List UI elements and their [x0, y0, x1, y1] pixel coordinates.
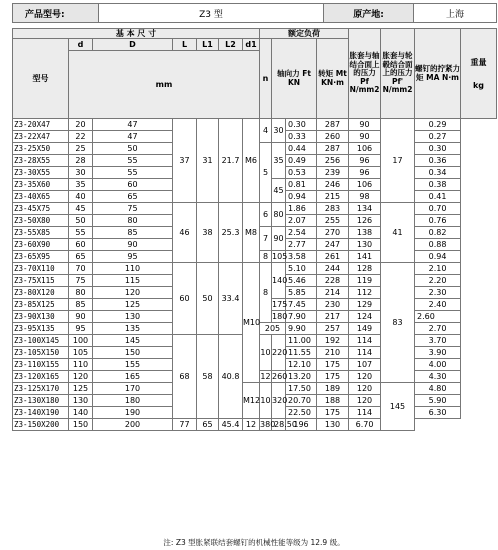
- table-cell-pf: 260: [317, 131, 349, 143]
- cell-ft-380: 380: [260, 420, 276, 429]
- table-row-model: Z3-90X130: [13, 311, 69, 323]
- col-model-header: 型号: [13, 39, 69, 119]
- table-cell-D: 90: [93, 239, 173, 251]
- col-L2-header: L2: [219, 39, 243, 51]
- cell-L2-group-b: 25.3: [219, 203, 243, 263]
- table-cell-mt: 11.55: [286, 347, 317, 359]
- table-cell-pf: 217: [317, 311, 349, 323]
- table-cell-weight: 3.70: [415, 335, 461, 347]
- table-cell-d: 90: [69, 311, 93, 323]
- unit-mm: mm: [69, 51, 260, 119]
- cell-ft-45: 45: [272, 179, 286, 203]
- table-cell-pf2: 114: [349, 335, 381, 347]
- cell-d1-group-a: M6: [243, 119, 260, 203]
- table-cell-pf2: 106: [349, 179, 381, 191]
- table-cell-pf: 257: [317, 323, 349, 335]
- model-value: Z3 型: [99, 4, 324, 23]
- cell-n-10: 10: [260, 335, 272, 371]
- cell-n-6: 6: [260, 203, 272, 227]
- col-L-header: L: [173, 39, 197, 51]
- cell-d1-group-b: M8: [243, 203, 260, 263]
- cell-ft-90: 90: [272, 227, 286, 251]
- table-cell-pf: 175: [317, 407, 349, 419]
- table-cell-mt: 0.53: [286, 167, 317, 179]
- table-row-model: Z3-40X65: [13, 191, 69, 203]
- table-cell-pf2-extra: 2.60: [415, 311, 461, 323]
- cell-L-group-d: 68: [173, 335, 197, 419]
- table-cell-d: 120: [69, 371, 93, 383]
- table-cell-weight: 0.88: [415, 239, 461, 251]
- table-cell-D: 85: [93, 227, 173, 239]
- table-row-model: Z3-22X47: [13, 131, 69, 143]
- table-cell-pf: 215: [317, 191, 349, 203]
- table-cell-mt: 2.07: [286, 215, 317, 227]
- table-cell-pf: 228: [317, 275, 349, 287]
- cell-L1-group-d: 58: [197, 335, 219, 419]
- cell-ft-30: 30: [272, 119, 286, 143]
- cell-n-8: 8: [260, 251, 272, 263]
- table-cell-weight: 4.80: [415, 383, 461, 395]
- table-cell-weight: 0.38: [415, 179, 461, 191]
- table-cell-D: 47: [93, 119, 173, 131]
- table-row-model: Z3-100X145: [13, 335, 69, 347]
- table-cell-mt: 2.54: [286, 227, 317, 239]
- col-D-header: D: [93, 39, 173, 51]
- table-cell-d: 55: [69, 227, 93, 239]
- cell-ma-group-b: 41: [381, 203, 415, 263]
- cell-n-5: 5: [260, 143, 272, 203]
- table-cell-pf2: 106: [349, 143, 381, 155]
- table-cell-D: 130: [93, 311, 173, 323]
- table-cell-d: 110: [69, 359, 93, 371]
- table-cell-pf2: 98: [349, 191, 381, 203]
- col-f1-header: 轴向力 Ft KN: [272, 39, 317, 119]
- col-d-header: d: [69, 39, 93, 51]
- table-cell-d: 85: [69, 299, 93, 311]
- table-cell-D: 120: [93, 287, 173, 299]
- table-cell-d: 30: [69, 167, 93, 179]
- table-cell-D: 155: [93, 359, 173, 371]
- table-cell-pf2: 141: [349, 251, 381, 263]
- table-cell-mt: 0.49: [286, 155, 317, 167]
- table-cell-pf: 255: [317, 215, 349, 227]
- table-cell-mt: 3.58: [286, 251, 317, 263]
- table-cell-pf: 244: [317, 263, 349, 275]
- table-cell-pf: 287: [317, 119, 349, 131]
- table-row-model: Z3-120X165: [13, 371, 69, 383]
- table-cell-mt: 12.10: [286, 359, 317, 371]
- table-cell-pf: 230: [317, 299, 349, 311]
- table-cell-pf: 261: [317, 251, 349, 263]
- table-cell-d: 95: [69, 323, 93, 335]
- table-cell-mt: 20.70: [286, 395, 317, 407]
- table-row-model: Z3-125X170: [13, 383, 69, 395]
- table-cell-d: 65: [69, 251, 93, 263]
- table-row-model: Z3-130X180: [13, 395, 69, 407]
- table-cell-pf2: 96: [349, 155, 381, 167]
- table-cell-weight: 0.76: [415, 215, 461, 227]
- table-row-model: Z3-30X55: [13, 167, 69, 179]
- table-cell-D: 55: [93, 155, 173, 167]
- table-cell-D: 95: [93, 251, 173, 263]
- cell-ft-320: 320: [272, 383, 286, 419]
- table-row-model: Z3-65X95: [13, 251, 69, 263]
- cell-d1-group-c: M10: [243, 263, 260, 383]
- footnote: 注: Z3 型胀紧联结套螺钉的机械性能等级为 12.9 级。: [163, 538, 345, 547]
- table-cell-D: 145: [93, 335, 173, 347]
- table-cell-pf2: 107: [349, 359, 381, 371]
- table-cell-pf2: 149: [349, 323, 381, 335]
- table-cell-pf2: 96: [349, 167, 381, 179]
- table-cell-D: 165: [93, 371, 173, 383]
- table-cell-pf2: 120: [349, 371, 381, 383]
- table-cell-pf2: 112: [349, 287, 381, 299]
- table-row-model: Z3-140X190: [13, 407, 69, 419]
- table-row-model: Z3-28X55: [13, 155, 69, 167]
- table-cell-mt: 17.50: [286, 383, 317, 395]
- table-cell-mt: 2.77: [286, 239, 317, 251]
- origin-label: 原产地:: [324, 4, 414, 23]
- table-cell-weight: 0.36: [415, 155, 461, 167]
- table-cell-D: 75: [93, 203, 173, 215]
- table-cell-mt: 9.90: [286, 323, 317, 335]
- spec-table: [12, 28, 497, 431]
- table-cell-weight: 2.70: [415, 323, 461, 335]
- table-row-model: Z3-60X90: [13, 239, 69, 251]
- table-cell-D: 110: [93, 263, 173, 275]
- table-cell-pf: 246: [317, 179, 349, 191]
- table-row-model: Z3-105X150: [13, 347, 69, 359]
- table-cell-d: 80: [69, 287, 93, 299]
- table-cell-d: 130: [69, 395, 93, 407]
- table-cell-D: 200: [93, 419, 173, 431]
- table-row-model: Z3-20X47: [13, 119, 69, 131]
- weight-unit: kg: [472, 80, 485, 90]
- table-cell-pf2: 114: [349, 407, 381, 419]
- cell-n-10b: 10: [260, 383, 272, 419]
- table-cell-weight: 6.30: [415, 407, 461, 419]
- table-cell-pf2: 126: [349, 215, 381, 227]
- table-cell-pf: 239: [317, 167, 349, 179]
- table-cell-pf: 210: [317, 347, 349, 359]
- col-n-header: n: [260, 39, 272, 119]
- table-cell-weight: 5.90: [415, 395, 461, 407]
- table-row-model: Z3-95X135: [13, 323, 69, 335]
- table-cell-d: 140: [69, 407, 93, 419]
- table-cell-d: 40: [69, 191, 93, 203]
- table-cell-pf2: 129: [349, 299, 381, 311]
- cell-L2-group-d: 40.8: [219, 335, 243, 419]
- table-row-model: Z3-80X120: [13, 287, 69, 299]
- table-cell-weight: 4.30: [415, 371, 461, 383]
- cell-L2-group-a: 21.7: [219, 119, 243, 203]
- cell-ft-205: 205: [260, 323, 286, 335]
- table-cell-weight: 3.90: [415, 347, 461, 359]
- table-row-model: Z3-25X50: [13, 143, 69, 155]
- table-cell-D: 60: [93, 179, 173, 191]
- table-cell-pf2: 124: [349, 311, 381, 323]
- cell-L2-group-c: 33.4: [219, 263, 243, 335]
- cell-n-12b: 12: [243, 419, 260, 431]
- table-cell-pf: 175: [317, 371, 349, 383]
- table-cell-weight: 2.40: [415, 299, 461, 311]
- cell-L-group-a: 37: [173, 119, 197, 203]
- col-pf-header: 胀套与轴结合面上的压力 Pf N/mm2: [349, 29, 381, 119]
- table-cell-weight: 0.94: [415, 251, 461, 263]
- table-cell-D: 80: [93, 215, 173, 227]
- origin-value: 上海: [414, 4, 497, 23]
- table-cell-mt: 0.33: [286, 131, 317, 143]
- table-cell-pf: 214: [317, 287, 349, 299]
- table-row-model: Z3-150X200: [13, 419, 69, 431]
- cell-L1-group-a: 31: [197, 119, 219, 203]
- cell-L2-group-e: 45.4: [219, 419, 243, 431]
- table-cell-D: 65: [93, 191, 173, 203]
- cell-ma-group-c: 83: [381, 263, 415, 383]
- table-cell-D: 170: [93, 383, 173, 395]
- table-cell-d: 105: [69, 347, 93, 359]
- table-cell-mt: 5.85: [286, 287, 317, 299]
- table-cell-pf: 247: [317, 239, 349, 251]
- table-cell-mt: 7.90: [286, 311, 317, 323]
- table-cell-D: 150: [93, 347, 173, 359]
- table-cell-pf2: 130: [349, 239, 381, 251]
- table-cell-d: 70: [69, 263, 93, 275]
- cell-L-group-c: 60: [173, 263, 197, 335]
- cell-n-12: 12: [260, 372, 271, 381]
- table-cell-weight: 4.00: [415, 359, 461, 371]
- table-row-model: Z3-75X115: [13, 275, 69, 287]
- table-cell-D: 135: [93, 323, 173, 335]
- table-cell-weight: 0.34: [415, 167, 461, 179]
- table-cell-d: 45: [69, 203, 93, 215]
- table-cell-pf2: 138: [349, 227, 381, 239]
- cell-ft-220: 220: [272, 335, 286, 371]
- table-cell-mt: 0.81: [286, 179, 317, 191]
- col-d1-header: d1: [243, 39, 260, 51]
- table-cell-mt: 28.50: [272, 419, 286, 431]
- table-cell-pf2: 114: [349, 347, 381, 359]
- table-row-model: Z3-45X75: [13, 203, 69, 215]
- table-cell-D: 115: [93, 275, 173, 287]
- cell-ft-140: 140: [272, 263, 286, 299]
- table-cell-D: 47: [93, 131, 173, 143]
- table-row-model: Z3-35X60: [13, 179, 69, 191]
- group-rated-header: 额定负荷: [260, 29, 349, 39]
- table-cell-pf2: 128: [349, 263, 381, 275]
- cell-n-8b: 8: [260, 263, 272, 323]
- table-cell-d: 35: [69, 179, 93, 191]
- table-row-model: Z3-55X85: [13, 227, 69, 239]
- cell-ma-group-a: 17: [381, 119, 415, 203]
- table-row-model: Z3-50X80: [13, 215, 69, 227]
- table-cell-weight: 2.20: [415, 275, 461, 287]
- table-row-model: Z3-110X155: [13, 359, 69, 371]
- table-cell-weight: 0.70: [415, 203, 461, 215]
- table-cell-pf2: 90: [349, 131, 381, 143]
- model-label: 产品型号:: [13, 4, 99, 23]
- table-cell-D: 125: [93, 299, 173, 311]
- table-cell-weight: 0.29: [415, 119, 461, 131]
- table-cell-weight: 0.82: [415, 227, 461, 239]
- cell-ft-80: 80: [272, 203, 286, 227]
- table-cell-pf2: 130: [317, 419, 349, 431]
- table-cell-mt: 7.45: [286, 299, 317, 311]
- cell-L1-group-b: 38: [197, 203, 219, 263]
- table-cell-weight: 0.27: [415, 131, 461, 143]
- table-cell-weight: 2.10: [415, 263, 461, 275]
- table-cell-pf: 287: [317, 143, 349, 155]
- table-cell-d: 25: [69, 143, 93, 155]
- table-cell-mt: 0.30: [286, 119, 317, 131]
- cell-d1-group-d: M12: [243, 383, 260, 419]
- table-cell-pf2: 134: [349, 203, 381, 215]
- table-row-model: Z3-85X125: [13, 299, 69, 311]
- cell-n-7: 7: [260, 227, 272, 251]
- cell-L1-group-c: 50: [197, 263, 219, 335]
- cell-ft-105: 105: [272, 252, 288, 261]
- cell-ft-35: 35: [272, 143, 286, 179]
- table-cell-pf: 188: [317, 395, 349, 407]
- cell-ma-group-d: 145: [381, 383, 415, 431]
- product-header: [12, 3, 497, 23]
- table-cell-pf: 283: [317, 203, 349, 215]
- table-cell-pf: 196: [286, 419, 317, 431]
- table-cell-mt: 0.44: [286, 143, 317, 155]
- table-cell-pf: 175: [317, 359, 349, 371]
- table-cell-d: 22: [69, 131, 93, 143]
- cell-L-group-b: 46: [173, 203, 197, 263]
- table-cell-pf2: 120: [349, 395, 381, 407]
- cell-ft-180: 180: [272, 312, 288, 321]
- table-cell-d: 20: [69, 119, 93, 131]
- table-cell-pf: 192: [317, 335, 349, 347]
- table-cell-d: 150: [69, 419, 93, 431]
- table-row-model: Z3-70X110: [13, 263, 69, 275]
- cell-L-group-e: 77: [173, 419, 197, 431]
- table-cell-pf: 189: [317, 383, 349, 395]
- col-pf2-header: 胀套与轮毂结合面上的压力 Pf' N/mm2: [381, 29, 415, 119]
- col-ma-header: 螺钉的拧紧力矩 MA N·m: [415, 29, 461, 119]
- col-L1-header: L1: [197, 39, 219, 51]
- table-cell-mt: 5.10: [286, 263, 317, 275]
- col-m1-header: 转矩 Mt KN·m: [317, 39, 349, 119]
- table-cell-weight: 0.41: [415, 191, 461, 203]
- table-cell-d: 60: [69, 239, 93, 251]
- table-cell-pf2: 120: [349, 383, 381, 395]
- table-cell-d: 100: [69, 335, 93, 347]
- table-cell-pf: 270: [317, 227, 349, 239]
- table-cell-mt: 11.00: [286, 335, 317, 347]
- table-cell-D: 180: [93, 395, 173, 407]
- cell-n-4: 4: [260, 119, 272, 143]
- table-cell-d: 125: [69, 383, 93, 395]
- weight-label: 重量: [470, 57, 487, 67]
- table-cell-D: 190: [93, 407, 173, 419]
- table-cell-D: 50: [93, 143, 173, 155]
- table-cell-weight: 0.30: [415, 143, 461, 155]
- table-cell-d: 75: [69, 275, 93, 287]
- table-cell-D: 55: [93, 167, 173, 179]
- table-cell-pf2: 90: [349, 119, 381, 131]
- table-cell-weight: 2.30: [415, 287, 461, 299]
- table-cell-d: 28: [69, 155, 93, 167]
- table-cell-weight: 6.70: [349, 419, 381, 431]
- cell-ft-260: 260: [272, 372, 288, 381]
- table-cell-mt: 5.46: [286, 275, 317, 287]
- table-cell-pf: 256: [317, 155, 349, 167]
- col-weight-header: [461, 29, 497, 119]
- group-dims-header: 基 本 尺 寸: [13, 29, 260, 39]
- cell-ft-175: 175: [272, 300, 288, 309]
- table-cell-mt: 13.20: [286, 371, 317, 383]
- table-cell-mt: 22.50: [286, 407, 317, 419]
- table-cell-pf2: 119: [349, 275, 381, 287]
- table-cell-mt: 1.86: [286, 203, 317, 215]
- table-cell-mt: 0.94: [286, 191, 317, 203]
- table-cell-d: 50: [69, 215, 93, 227]
- cell-L1-group-e: 65: [197, 419, 219, 431]
